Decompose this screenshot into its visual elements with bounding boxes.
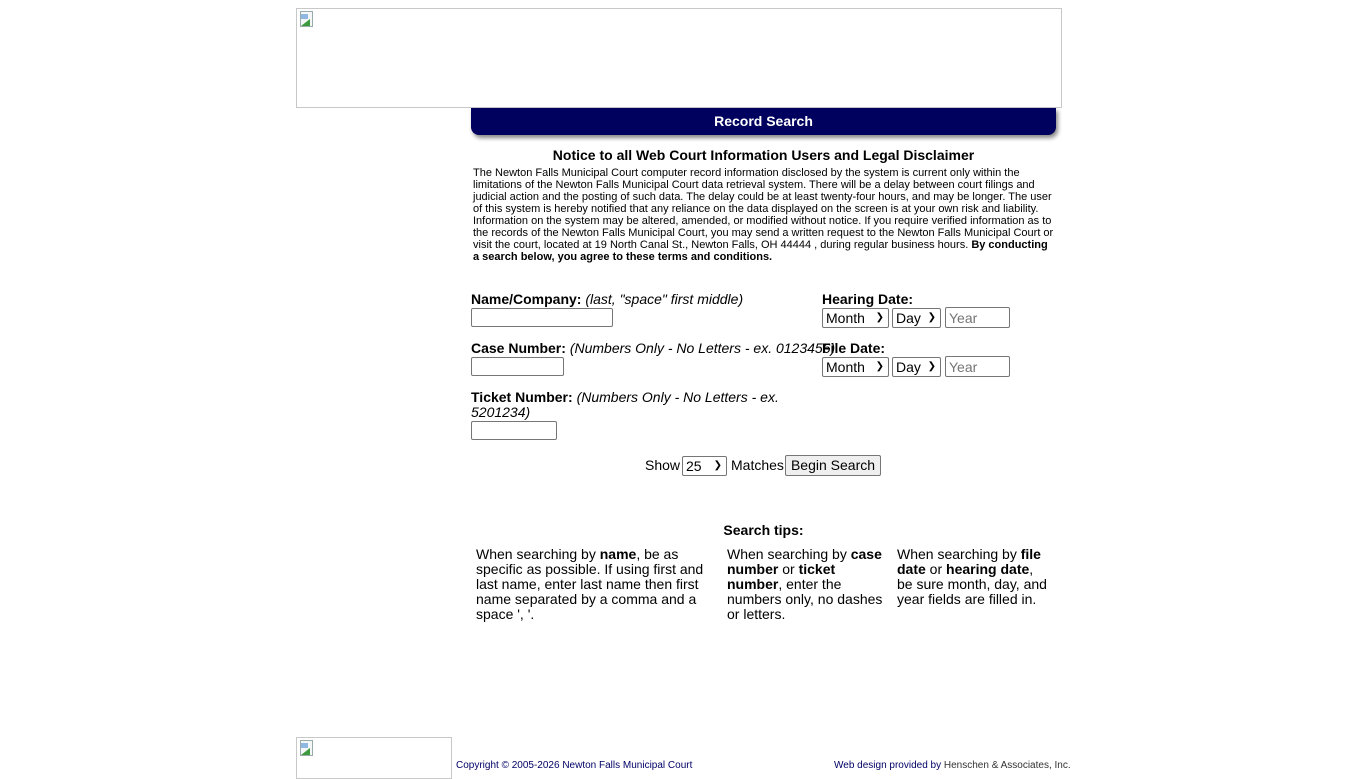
tip-text: When searching by bbox=[897, 546, 1021, 562]
credit-company-link[interactable]: Henschen & Associates, Inc. bbox=[943, 760, 1071, 771]
tip-text: , enter the numbers only, no dashes or letters. bbox=[727, 576, 883, 622]
page-title: Record Search bbox=[471, 108, 1056, 135]
tip-keyword: name bbox=[599, 546, 637, 562]
chevron-down-icon: ❯ bbox=[875, 312, 884, 323]
broken-image-icon bbox=[299, 740, 315, 756]
file-day-value: Day bbox=[896, 359, 921, 375]
ticket-label-text: Ticket Number: bbox=[471, 389, 573, 405]
file-month-value: Month bbox=[826, 359, 865, 375]
credit-prefix: Web design provided by bbox=[834, 760, 942, 771]
matches-select[interactable] bbox=[682, 456, 727, 476]
name-label-text: Name/Company: bbox=[471, 291, 582, 307]
tip-text: or bbox=[778, 561, 799, 577]
tip-text: or bbox=[925, 561, 947, 577]
date-search-tip bbox=[897, 547, 1052, 607]
case-number-label bbox=[471, 341, 835, 356]
show-label: Show bbox=[645, 457, 681, 473]
ticket-hint: (Numbers Only - No Letters - ex. 5201234) bbox=[471, 389, 779, 420]
tip-text: When searching by bbox=[727, 546, 851, 562]
file-date-label bbox=[822, 341, 885, 356]
hearing-day-select[interactable] bbox=[892, 308, 941, 328]
search-tips-heading: Search tips: bbox=[723, 522, 804, 538]
disclaimer-body: The Newton Falls Municipal Court computer record information disclosed by the system is current only within the limitations of the Newton Falls Municipal Court data retrieval system. There will be a delay between court filings and judicial action and the posting of such data. The delay could be at least twenty-four hours, and may be longer. The user of this system is hereby notified that any reliance on the data displayed on the screen is at your own risk and liability. Information on the system may be altered, amended, or modified without notice. If you require verified information as to the records of the Newton Falls Municipal Court, you may send a written request to the Newton Falls Municipal Court or visit the court, located at 19 North Canal St., Newton Falls, OH 44444 , during regular business hours. bbox=[473, 167, 1054, 251]
name-search-tip bbox=[476, 547, 721, 622]
broken-image-icon bbox=[299, 11, 315, 27]
disclaimer-agreement: By conducting a search below, you agree to these terms and conditions. bbox=[473, 239, 1048, 263]
chevron-down-icon: ❯ bbox=[927, 312, 936, 323]
chevron-down-icon: ❯ bbox=[875, 361, 884, 372]
copyright-link[interactable]: Copyright © 2005-2026 Newton Falls Municipal Court bbox=[456, 760, 693, 771]
case-hint: (Numbers Only - No Letters - ex. 0123456) bbox=[569, 340, 836, 356]
file-date-label-text: File Date: bbox=[822, 340, 886, 356]
hearing-date-label-text: Hearing Date: bbox=[822, 291, 914, 307]
tip-keyword: hearing date bbox=[946, 561, 1030, 577]
ticket-number-input[interactable] bbox=[471, 421, 557, 440]
hearing-year-input[interactable] bbox=[945, 307, 1010, 328]
hearing-month-value: Month bbox=[826, 310, 865, 326]
tip-text: , be as specific as possible. If using first and last name, enter last name then first name separated by a comma and a space ', '. bbox=[476, 546, 704, 622]
chevron-down-icon: ❯ bbox=[713, 460, 722, 471]
tip-keyword: case number bbox=[727, 546, 882, 577]
name-input[interactable] bbox=[471, 308, 613, 327]
ticket-number-label bbox=[471, 390, 781, 420]
name-hint: (last, "space" first middle) bbox=[585, 291, 744, 307]
begin-search-button[interactable]: Begin Search bbox=[785, 455, 881, 476]
number-search-tip bbox=[727, 547, 892, 622]
file-year-input[interactable] bbox=[945, 356, 1010, 377]
tip-text: When searching by bbox=[476, 546, 600, 562]
case-label-text: Case Number: bbox=[471, 340, 566, 356]
file-month-select[interactable] bbox=[822, 357, 889, 377]
hearing-day-value: Day bbox=[896, 310, 921, 326]
matches-label: Matches bbox=[731, 457, 784, 473]
name-label bbox=[471, 292, 743, 307]
hearing-date-label bbox=[822, 292, 913, 307]
chevron-down-icon: ❯ bbox=[927, 361, 936, 372]
header-banner-image bbox=[296, 8, 1062, 108]
file-day-select[interactable] bbox=[892, 357, 941, 377]
tip-keyword: ticket number bbox=[727, 561, 836, 592]
tip-text: , be sure month, day, and year fields are filled in. bbox=[897, 561, 1047, 607]
disclaimer-text bbox=[473, 167, 1056, 263]
tip-keyword: file date bbox=[897, 546, 1041, 577]
matches-value: 25 bbox=[686, 458, 702, 474]
web-design-credit[interactable] bbox=[834, 760, 1071, 771]
case-number-input[interactable] bbox=[471, 357, 564, 376]
footer-logo-image bbox=[296, 737, 452, 779]
hearing-month-select[interactable] bbox=[822, 308, 889, 328]
notice-heading: Notice to all Web Court Information Users and Legal Disclaimer bbox=[552, 147, 975, 163]
